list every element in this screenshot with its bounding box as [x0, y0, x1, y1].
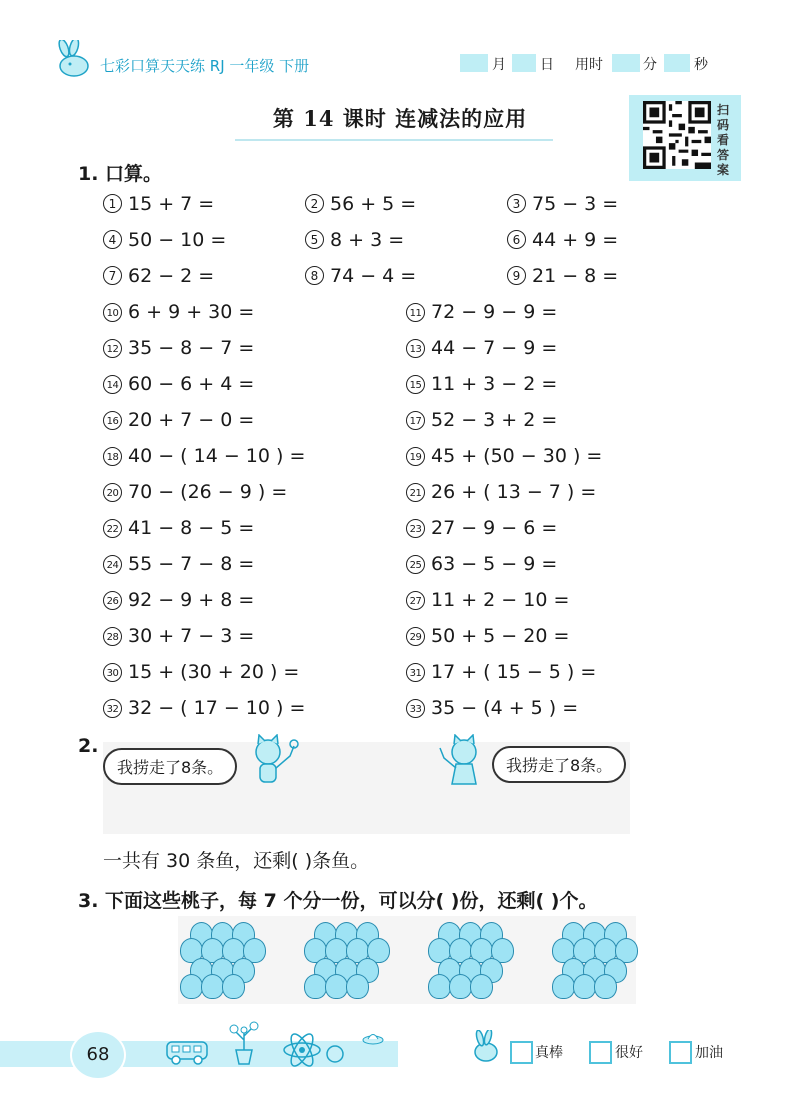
problem-number: 14	[103, 375, 122, 394]
problem-number: 33	[406, 699, 425, 718]
minute-label: 分	[643, 57, 657, 73]
problem-number: 5	[305, 230, 324, 249]
problem-expression: 8 + 3 =	[330, 229, 405, 251]
month-label: 月	[492, 57, 506, 73]
problem-expression: 92 − 9 + 8 =	[128, 589, 255, 611]
problem-13	[406, 337, 557, 359]
peach-icon	[449, 974, 472, 999]
problem-expression: 27 − 9 − 6 =	[431, 517, 558, 539]
problem-expression: 40 − ( 14 − 10 ) =	[128, 445, 306, 467]
rating-label-keep-going: 加油	[695, 1045, 723, 1061]
peach-icon	[346, 974, 369, 999]
problem-number: 1	[103, 194, 122, 213]
problem-number: 25	[406, 555, 425, 574]
second-label: 秒	[694, 57, 708, 73]
problem-20	[103, 481, 287, 503]
problem-30	[103, 661, 299, 683]
problem-number: 23	[406, 519, 425, 538]
rating-label-great: 真棒	[535, 1045, 563, 1061]
peach-icon	[201, 974, 224, 999]
peach-icon	[180, 974, 203, 999]
problem-7	[103, 265, 214, 287]
problem-number: 11	[406, 303, 425, 322]
problem-10	[103, 301, 254, 323]
problem-expression: 32 − ( 17 − 10 ) =	[128, 697, 306, 719]
problem-number: 9	[507, 266, 526, 285]
problem-number: 28	[103, 627, 122, 646]
problem-number: 2	[305, 194, 324, 213]
problem-18	[103, 445, 305, 467]
problem-29	[406, 625, 569, 647]
problem-26	[103, 589, 254, 611]
problem-number: 6	[507, 230, 526, 249]
problem-5	[305, 229, 404, 251]
problem-number: 20	[103, 483, 122, 502]
problem-expression: 52 − 3 + 2 =	[431, 409, 558, 431]
problem-number: 4	[103, 230, 122, 249]
rating-label-good: 很好	[615, 1045, 643, 1061]
problem-number: 10	[103, 303, 122, 322]
problem-expression: 75 − 3 =	[532, 193, 619, 215]
problem-expression: 45 + (50 − 30 ) =	[431, 445, 603, 467]
problem-expression: 15 + 7 =	[128, 193, 215, 215]
peach-icon	[594, 974, 617, 999]
peach-illustration	[178, 916, 636, 1004]
problem-14	[103, 373, 254, 395]
problem-number: 13	[406, 339, 425, 358]
page-number: 68	[70, 1030, 126, 1080]
problem-number: 32	[103, 699, 122, 718]
problem-expression: 63 − 5 − 9 =	[431, 553, 558, 575]
day-label: 日	[540, 57, 554, 73]
problem-expression: 72 − 9 − 9 =	[431, 301, 558, 323]
problem-number: 16	[103, 411, 122, 430]
problem-expression: 74 − 4 =	[330, 265, 417, 287]
problem-2	[305, 193, 416, 215]
month-blank	[460, 54, 488, 72]
problem-31	[406, 661, 596, 683]
problem-expression: 55 − 7 − 8 =	[128, 553, 255, 575]
problem-expression: 60 − 6 + 4 =	[128, 373, 255, 395]
qr-caption: 扫码看答案	[717, 103, 730, 177]
peach-icon	[552, 974, 575, 999]
problem-19	[406, 445, 602, 467]
problem-expression: 50 − 10 =	[128, 229, 227, 251]
bus-icon	[165, 1038, 211, 1066]
peach-icon	[428, 974, 451, 999]
problem-number: 17	[406, 411, 425, 430]
rabbit-mascot-icon	[466, 1030, 502, 1064]
problem-27	[406, 589, 569, 611]
problem-9	[507, 265, 618, 287]
problem-expression: 21 − 8 =	[532, 265, 619, 287]
problem-4	[103, 229, 226, 251]
problem-expression: 6 + 9 + 30 =	[128, 301, 255, 323]
qr-code-icon[interactable]	[643, 101, 711, 169]
problem-33	[406, 697, 578, 719]
section1-heading: 1. 口算。	[78, 163, 163, 185]
problem-21	[406, 481, 596, 503]
peach-icon	[304, 974, 327, 999]
problem-23	[406, 517, 557, 539]
problem-number: 24	[103, 555, 122, 574]
problem-12	[103, 337, 254, 359]
problem-6	[507, 229, 618, 251]
time-used-label: 用时	[575, 57, 603, 73]
ufo-icon	[362, 1030, 384, 1046]
problem-expression: 44 − 7 − 9 =	[431, 337, 558, 359]
problem-25	[406, 553, 557, 575]
problem-expression: 15 + (30 + 20 ) =	[128, 661, 300, 683]
problem-number: 12	[103, 339, 122, 358]
problem-expression: 20 + 7 − 0 =	[128, 409, 255, 431]
ball-icon	[325, 1044, 345, 1064]
rating-checkbox-great[interactable]	[510, 1041, 533, 1064]
problem-24	[103, 553, 254, 575]
problem-number: 29	[406, 627, 425, 646]
problem-3	[507, 193, 618, 215]
atom-icon	[280, 1030, 324, 1070]
problem-17	[406, 409, 557, 431]
problem-expression: 56 + 5 =	[330, 193, 417, 215]
problem-number: 19	[406, 447, 425, 466]
problem-number: 8	[305, 266, 324, 285]
problem-expression: 70 − (26 − 9 ) =	[128, 481, 288, 503]
minute-blank	[612, 54, 640, 72]
rating-checkbox-good[interactable]	[589, 1041, 612, 1064]
problem-15	[406, 373, 557, 395]
problem-number: 21	[406, 483, 425, 502]
cat-character-right-icon	[436, 734, 492, 790]
problem-8	[305, 265, 416, 287]
problem-number: 7	[103, 266, 122, 285]
peach-icon	[573, 974, 596, 999]
problem-number: 3	[507, 194, 526, 213]
problem-number: 26	[103, 591, 122, 610]
rating-checkbox-keep-going[interactable]	[669, 1041, 692, 1064]
problem-16	[103, 409, 254, 431]
problem-expression: 17 + ( 15 − 5 ) =	[431, 661, 597, 683]
problem-expression: 26 + ( 13 − 7 ) =	[431, 481, 597, 503]
problem-1	[103, 193, 214, 215]
problem-number: 15	[406, 375, 425, 394]
problem-expression: 30 + 7 − 3 =	[128, 625, 255, 647]
problem-28	[103, 625, 254, 647]
rabbit-logo-icon	[50, 40, 96, 80]
day-blank	[512, 54, 536, 72]
problem-expression: 50 + 5 − 20 =	[431, 625, 570, 647]
problem-expression: 35 − (4 + 5 ) =	[431, 697, 579, 719]
problem-expression: 35 − 8 − 7 =	[128, 337, 255, 359]
problem-number: 18	[103, 447, 122, 466]
section3-question: 3. 下面这些桃子，每 7 个分一份，可以分( )份，还剩( )个。	[78, 890, 598, 912]
speech-bubble-right: 我捞走了8条。	[492, 746, 626, 783]
second-blank	[664, 54, 690, 72]
problem-number: 31	[406, 663, 425, 682]
problem-expression: 62 − 2 =	[128, 265, 215, 287]
plant-pot-icon	[224, 1020, 264, 1066]
peach-icon	[470, 974, 493, 999]
problem-number: 30	[103, 663, 122, 682]
problem-expression: 11 + 3 − 2 =	[431, 373, 558, 395]
title-underline	[235, 139, 553, 141]
peach-icon	[222, 974, 245, 999]
book-title: 七彩口算天天练 RJ 一年级 下册	[100, 57, 310, 75]
section2-question: 一共有 30 条鱼，还剩( )条鱼。	[103, 850, 370, 872]
speech-bubble-left: 我捞走了8条。	[103, 748, 237, 785]
problem-32	[103, 697, 305, 719]
section2-heading: 2.	[78, 735, 99, 757]
problem-expression: 44 + 9 =	[532, 229, 619, 251]
problem-11	[406, 301, 557, 323]
lesson-title: 第 14 课时 连减法的应用	[272, 106, 528, 131]
problem-22	[103, 517, 254, 539]
peach-icon	[325, 974, 348, 999]
problem-expression: 11 + 2 − 10 =	[431, 589, 570, 611]
problem-number: 27	[406, 591, 425, 610]
cat-character-left-icon	[244, 734, 300, 788]
problem-expression: 41 − 8 − 5 =	[128, 517, 255, 539]
problem-number: 22	[103, 519, 122, 538]
